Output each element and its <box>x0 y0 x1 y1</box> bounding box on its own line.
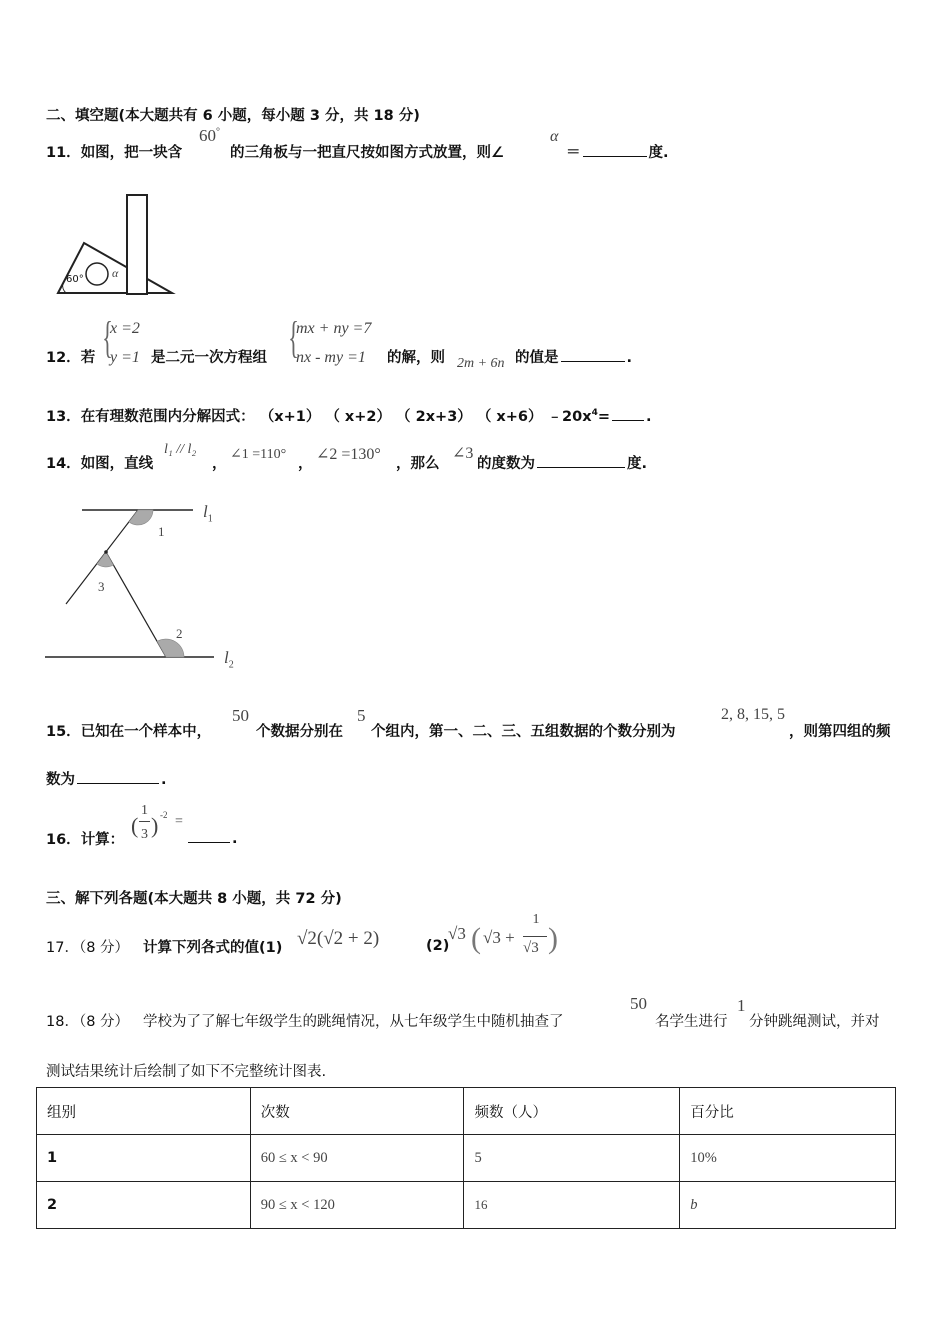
q15-g: 5 <box>357 706 366 725</box>
q14-sep1: ， <box>212 456 227 472</box>
q11-fig-60-label: 60° <box>66 274 84 285</box>
q18-text-2: 名学生进行 <box>655 1014 728 1030</box>
q14-text: 14．如图，直线 <box>46 456 154 472</box>
q12-sys1-row1: x =2 <box>110 320 140 337</box>
q14-text-2: ，那么 <box>396 456 440 472</box>
table-cell-group: 2 <box>37 1182 251 1229</box>
q18-text: 学校为了了解七年级学生的跳绳情况，从七年级学生中随机抽查了 <box>143 1014 564 1030</box>
table-header-cell: 组别 <box>37 1088 251 1135</box>
q16-frac-bar <box>139 821 150 822</box>
q16-frac-bot: 3 <box>141 827 148 842</box>
q15-text-3: 个组内，第一、二、三、五组数据的个数分别为 <box>371 724 676 740</box>
q12-text: 12．若 <box>46 350 96 366</box>
q12-sys1-row2: y =1 <box>110 349 140 366</box>
q15-text-2: 个数据分别在 <box>256 724 343 740</box>
q15-text-4: ，则第四组的频 <box>789 724 891 740</box>
q18-n: 50 <box>630 994 647 1013</box>
q14-angle1: ∠1 =110° <box>230 447 287 462</box>
q17-frac-bot: √3 <box>523 940 539 956</box>
q16-frac-top: 1 <box>141 803 148 818</box>
q14-fig-l2-label: $l_2$ <box>224 648 234 671</box>
q16-paren-left: ( <box>131 813 139 838</box>
q16-exponent: -2 <box>160 810 168 820</box>
q15-blank[interactable] <box>77 769 159 784</box>
q17-paren-right: ) <box>548 922 558 955</box>
table-cell-range: 90 ≤ x < 120 <box>250 1182 464 1229</box>
q14-angle3: ∠3 <box>452 445 474 462</box>
table-cell-frequency: 5 <box>464 1135 680 1182</box>
q17-text: 计算下列各式的值(1) <box>143 940 283 956</box>
q13-text: 13．在有理数范围内分解因式： （x+1） （ x+2） （ 2x+3） （ x+6） $﹣20x^4=$ . <box>46 405 652 426</box>
q11-text-2: 的三角板与一把直尺按如图方式放置，则∠ <box>230 145 504 161</box>
q12-sys2-row2: nx - my =1 <box>296 349 366 366</box>
q16-paren-right: ) <box>151 813 159 838</box>
q14-fig-angle2-label: 2 <box>176 626 183 641</box>
table-cell-group: 1 <box>37 1135 251 1182</box>
angle-1-sector <box>129 510 153 525</box>
table-row <box>37 1182 896 1229</box>
q18-text-4: 测试结果统计后绘制了如下不完整统计图表. <box>46 1064 327 1080</box>
q17-paren-left: ( <box>471 922 481 955</box>
q14-fig-l1-label: $l_1$ <box>203 502 213 525</box>
q17-expr-1: √2(√2 + 2) <box>297 928 380 949</box>
section-3-heading: 三、解下列各题(本大题共 8 小题，共 72 分) <box>46 891 342 907</box>
table-header-cell: 频数（人） <box>464 1088 680 1135</box>
q18-text-3: 分钟跳绳测试，并对 <box>749 1014 880 1030</box>
table-header-cell: 次数 <box>250 1088 464 1135</box>
q17-frac-bar <box>523 936 547 937</box>
q14-fig-angle1-label: 1 <box>158 524 165 539</box>
q16-blank[interactable] <box>188 828 230 843</box>
q14-sep2: ， <box>298 456 313 472</box>
q11-text: 11．如图，把一块含 <box>46 145 183 161</box>
q16-equals: = <box>175 814 183 829</box>
q18-m: 1 <box>737 996 746 1015</box>
q17-part-2: (2) <box>426 938 450 954</box>
q15-text: 15．已知在一个样本中， <box>46 724 212 740</box>
q12-sys2-row1: mx + ny =7 <box>296 320 372 337</box>
q18-number: 18．（8 分） <box>46 1014 130 1030</box>
q16-text: 16．计算： <box>46 832 125 848</box>
q11-answer: ＝ 度. <box>566 141 669 162</box>
q15-n: 50 <box>232 706 249 725</box>
q17-number: 17．（8 分） <box>46 940 130 956</box>
q11-alpha: α <box>550 128 559 145</box>
q12-brace-2: { <box>288 313 299 362</box>
q15-text-5: 数为 . <box>46 768 167 789</box>
q11-number: 11． <box>46 145 81 161</box>
q17-expr-2b: √3 + <box>483 928 515 947</box>
table-header-row <box>37 1088 896 1135</box>
table-cell-range: 60 ≤ x < 90 <box>250 1135 464 1182</box>
vertex-point <box>104 550 108 554</box>
q11-fig-alpha-label: α <box>112 266 119 280</box>
q17-expr-2a: √3 <box>448 924 466 943</box>
q14-fig-angle3-label: 3 <box>98 579 105 594</box>
q11-degree: 60° <box>199 126 220 145</box>
q17-frac-top: 1 <box>532 912 540 927</box>
q14-text-3: 的度数为 度. <box>477 452 647 473</box>
statistics-table <box>36 1087 896 1229</box>
table-header-cell: 百分比 <box>680 1088 896 1135</box>
table-cell-percent: b <box>680 1182 896 1229</box>
q15-list: 2, 8, 15, 5 <box>721 706 785 723</box>
q12-text-4: 的值是 . <box>515 346 632 367</box>
table-cell-percent: 10% <box>680 1135 896 1182</box>
q12-brace-1: { <box>102 313 113 362</box>
q14-angle2: ∠2 =130° <box>316 446 381 463</box>
table-cell-frequency: 16 <box>464 1182 680 1229</box>
q12-text-2: 是二元一次方程组 <box>151 350 267 366</box>
q12-expr: 2m + 6n <box>457 356 505 371</box>
section-2-heading: 二、填空题(本大题共有 6 小题，每小题 3 分，共 18 分) <box>46 108 420 124</box>
table-row <box>37 1135 896 1182</box>
q14-parallel: l₁ // l₂ <box>164 442 197 457</box>
q16-answer: . <box>186 828 238 847</box>
q12-text-3: 的解，则 <box>387 350 445 366</box>
